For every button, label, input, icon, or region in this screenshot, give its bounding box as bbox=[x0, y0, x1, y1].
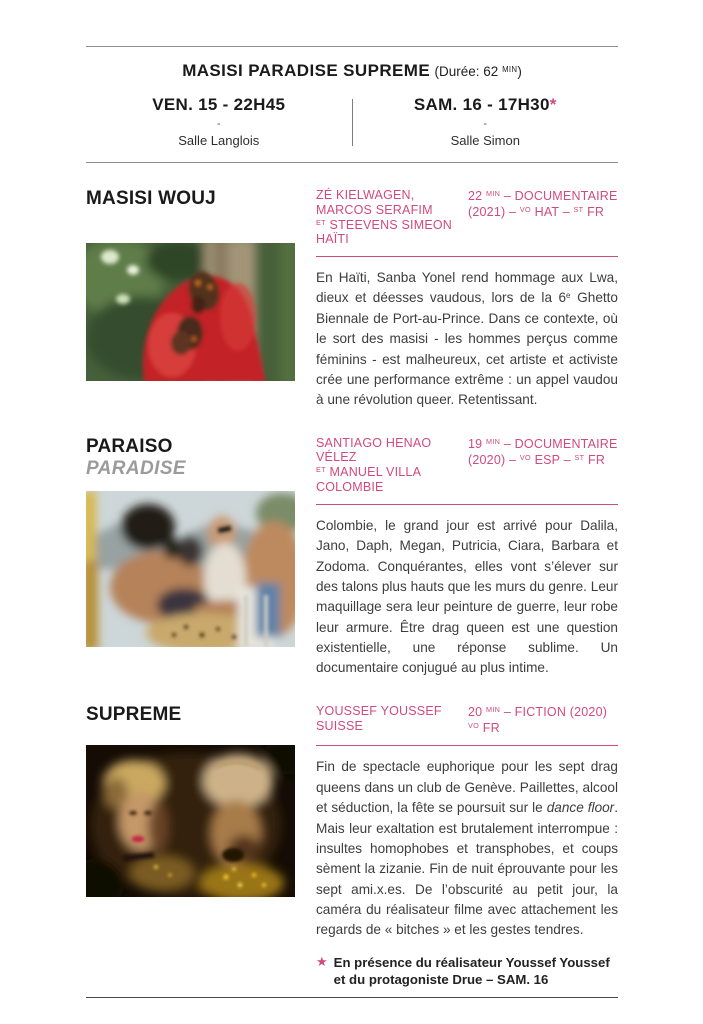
screening-venue: Salle Langlois bbox=[178, 133, 260, 148]
photo-illustration bbox=[86, 491, 295, 647]
film-title: MASISI WOUJ bbox=[86, 188, 216, 209]
screening-venue: Salle Simon bbox=[450, 133, 520, 148]
masisi-wouj-photo bbox=[86, 243, 295, 381]
film-subtitle: PARADISE bbox=[86, 457, 186, 479]
film-description: Colombie, le grand jour est arrivé pour Dalila, Jano, Daph, Megan, Putricia, Ciara, Barbara et Zodoma. Conquérantes, elles vont s’élever sur des talons plus hauts que les murs du genre. Leur maquillage sera leur peinture de guerre, leur robe leur armure. Être drag queen est une question existentielle, une réponse sublime. Un documentaire conjugué au plus intime. bbox=[316, 517, 618, 676]
film-description: Fin de spectacle euphorique pour les sept drag queens dans un club de Genève. Paillettes, alcool et séduction, la fête se poursuit sur le dance floor. Mais leur exaltation est brutalement interrompue : insultes homophobes et transphobes, et coups sèment la zizanie. Fin de nuit éprouvante pour les sept ami.x.es. De l’obscurité au petit jour, la caméra du réalisateur filme avec attachement les regards de « bitches » et les gestes tendres. bbox=[316, 759, 618, 938]
film-description: En Haïti, Sanba Yonel rend hommage aux Lwa, dieux et déesses vaudous, lors de la 6e Ghetto Biennale de Port-au-Prince. Dans ce contexte, où le sort des masisi - les hommes perçus comme féminins - est malheureux, cet artiste et activiste crée une performance extrême : un appel vaudou à une révolution queer. Retentissant. bbox=[316, 270, 618, 408]
program-title-row bbox=[86, 61, 618, 81]
film-left-column bbox=[86, 704, 295, 988]
film-right-column bbox=[316, 188, 618, 411]
film-country: SUISSE bbox=[316, 718, 364, 733]
photo-illustration bbox=[86, 243, 295, 381]
film-section-supreme bbox=[86, 704, 618, 988]
photo-illustration bbox=[86, 745, 295, 897]
presence-footnote bbox=[316, 954, 618, 988]
film-meta: 19 $^{MIN}$ – DOCUMENTAIRE (2020) – $^{VO}$ ESP – $^{ST}$ FR bbox=[468, 436, 618, 467]
screening-schedule bbox=[86, 91, 618, 162]
film-country: COLOMBIE bbox=[316, 479, 384, 494]
header-bottom-rule bbox=[86, 162, 618, 163]
screening-datetime: VEN. 15 - 22H45 bbox=[152, 95, 286, 114]
film-right-column bbox=[316, 436, 618, 679]
screening-slot-friday bbox=[86, 95, 352, 148]
film-left-column bbox=[86, 188, 295, 411]
italic-phrase: dance floor bbox=[546, 800, 615, 816]
screening-slot-saturday bbox=[353, 95, 619, 148]
film-section-paraiso bbox=[86, 436, 618, 679]
film-credits-row bbox=[316, 436, 618, 495]
credits-rule bbox=[316, 504, 618, 505]
separator-dash: - bbox=[483, 118, 488, 130]
program-duration: (Durée: 62 $^{MIN}$) bbox=[434, 64, 522, 79]
film-directors: SANTIAGO HENAO VÉLEZ $^{ET}$ MANUEL VILLA COLOMBIE bbox=[316, 436, 458, 495]
film-title: SUPREME bbox=[86, 703, 182, 725]
film-section-masisi-wouj bbox=[86, 188, 618, 411]
credits-rule bbox=[316, 256, 618, 257]
film-directors: YOUSSEF YOUSSEF SUISSE bbox=[316, 703, 442, 733]
program-title: MASISI PARADISE SUPREME bbox=[182, 61, 431, 80]
film-meta: 22 $^{MIN}$ – DOCUMENTAIRE (2021) – $^{VO}$ HAT – $^{ST}$ FR bbox=[468, 189, 618, 220]
screening-datetime: SAM. 16 - 17H30* bbox=[413, 95, 557, 114]
film-credits-row bbox=[316, 188, 618, 247]
film-credits-row bbox=[316, 704, 618, 737]
footnote-text: En présence du réalisateur Youssef Youssef et du protagoniste Drue – SAM. 16 bbox=[333, 954, 610, 988]
star-icon: ★ bbox=[316, 953, 328, 969]
paraiso-photo bbox=[86, 491, 295, 647]
film-country: HAÏTI bbox=[316, 232, 349, 247]
supreme-photo bbox=[86, 745, 295, 897]
separator-dash: - bbox=[216, 118, 221, 130]
film-title: PARAISO bbox=[86, 435, 173, 457]
film-right-column bbox=[316, 704, 618, 988]
asterisk-marker: * bbox=[549, 95, 557, 114]
header-top-rule bbox=[86, 46, 618, 47]
film-meta: 20 $^{MIN}$ – FICTION (2020) $^{VO}$ FR bbox=[468, 704, 608, 736]
credits-rule bbox=[316, 745, 618, 746]
film-directors: ZÉ KIELWAGEN, MARCOS SERAFIM $^{ET}$ STEEVENS SIMEON HAÏTI bbox=[316, 188, 453, 247]
page-bottom-rule bbox=[86, 997, 618, 998]
film-left-column bbox=[86, 436, 295, 679]
